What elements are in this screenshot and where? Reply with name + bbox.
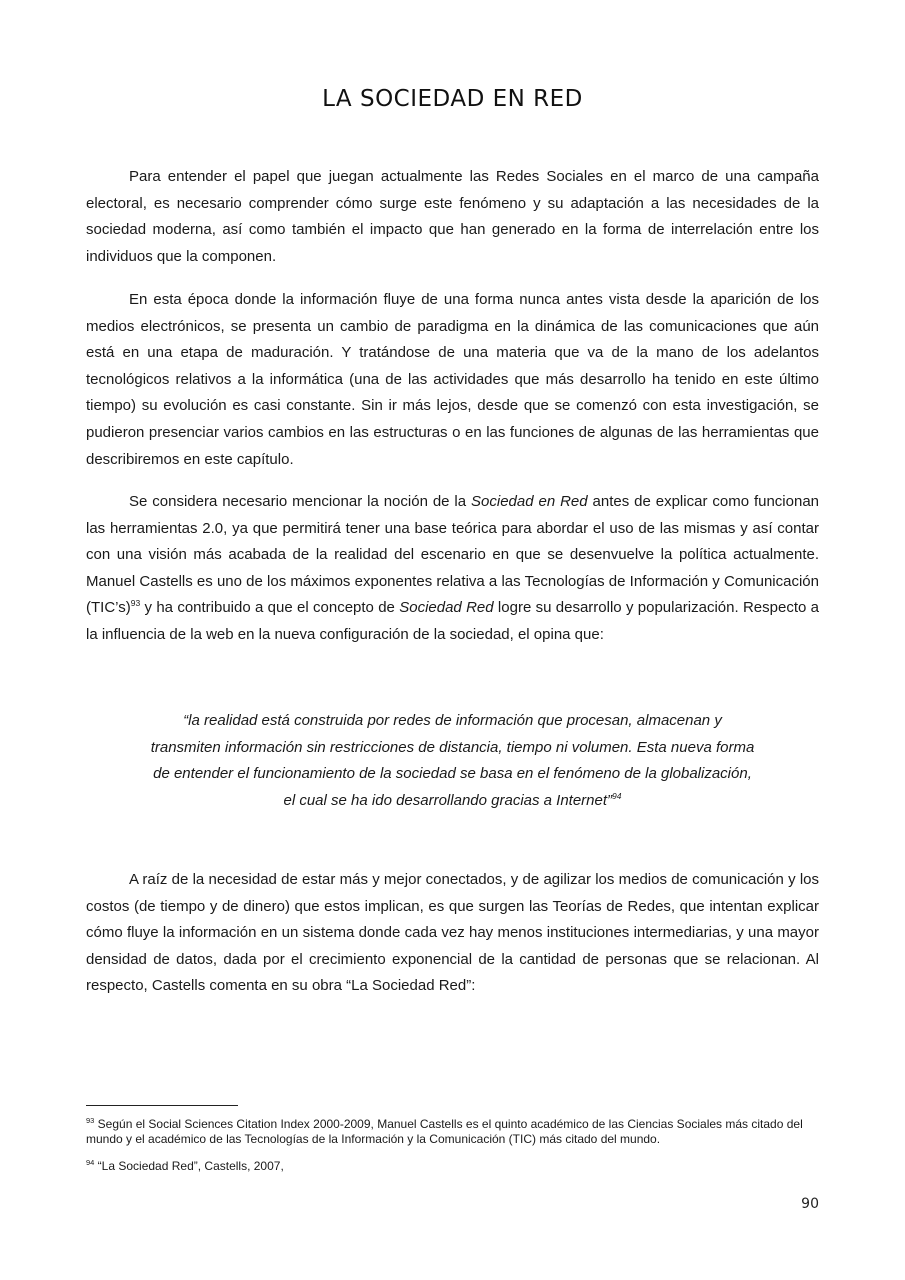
sociedad-red-term: Sociedad Red [399, 599, 494, 617]
footnote-94-text: “La Sociedad Red”, Castells, 2007, [94, 1159, 284, 1173]
footnote-93-text: Según el Social Sciences Citation Index 2000-2009, Manuel Castells es el quinto académico de las Ciencias Sociales más citado del mundo y el académico de las Tecnologías de la Información y la Comunicación (TIC) más citado del mundo. [86, 1117, 803, 1146]
paragraph-1-text: Para entender el papel que juegan actualmente las Redes Sociales en el marco de una campaña electoral, es necesario comprender cómo surge este fenómeno y su adaptación a las necesidades de la sociedad moderna, así como también el impacto que han generado en la forma de interrelación entre los individuos que la componen. [86, 168, 819, 265]
paragraph-2-text: En esta época donde la información fluye de una forma nunca antes vista desde la aparición de los medios electrónicos, se presenta un cambio de paradigma en la dinámica de las comunicaciones que aún está en una etapa de maduración. Y tratándose de una materia que va de la mano de los adelantos tecnológicos relativos a la informática (una de las actividades que más desarrollo ha tenido en este último tiempo) su evolución es casi constante. Sin ir más lejos, desde que se comenzó con esta investigación, se pudieron presenciar varios cambios en las estructuras o en las funciones de algunas de las herramientas que describiremos en este capítulo. [86, 291, 819, 468]
block-quote [150, 708, 755, 814]
paragraph-3-part1: Se considera necesario mencionar la noción de la [129, 493, 472, 510]
paragraph-3-part2: antes de explicar como funcionan las herramientas 2.0, ya que permitirá tener una base teórica para abordar el uso de las mismas y así contar con una visión más acabada de la realidad del escenario en que se desenvuelve la política actualmente. Manuel Castells es uno de los máximos exponentes relativa a las Tecnologías de Información y Comunicación (TIC’s) [86, 493, 820, 617]
paragraph-1 [86, 164, 819, 285]
paragraph-4 [86, 867, 819, 1015]
page-number: 90 [801, 1196, 819, 1212]
paragraph-3-part3: y ha contribuido a que el concepto de [140, 599, 400, 617]
footnote-93-number: 93 [86, 1116, 95, 1125]
paragraph-3 [86, 489, 819, 664]
paragraph-4-text: A raíz de la necesidad de estar más y mejor conectados, y de agilizar los medios de comunicación y los costos (de tiempo y de dinero) que estos implican, es que surgen las Teorías de Redes, que intentan explicar cómo fluye la información en un sistema donde cada vez hay menos instituciones intermediarias, y una mayor densidad de datos, dada por el crecimiento exponencial de la cantidad de personas que se relacionan. Al respecto, Castells comenta en su obra “La Sociedad Red”: [86, 871, 819, 995]
sociedad-en-red-term: Sociedad en Red [471, 493, 588, 510]
footnote-ref-94: 94 [612, 790, 622, 801]
paragraph-3-text [86, 489, 819, 649]
footnotes [86, 1117, 821, 1186]
paragraph-3-part4: logre su desarrollo y popularización. Respecto a la influencia de la web en la nueva configuración de la sociedad, el opina que: [86, 599, 819, 643]
quote-text: “la realidad está construida por redes de información que procesan, almacenan y transmiten información sin restricciones de distancia, tiempo ni volumen. Esta nueva forma de entender el funcionamiento de la sociedad se basa en el fenómeno de la globalización, el cual se ha ido desarrollando gracias a Internet” [150, 712, 755, 809]
paragraph-2 [86, 287, 819, 488]
footnote-ref-93: 93 [130, 598, 141, 609]
footnote-94 [86, 1159, 821, 1174]
footnote-separator [86, 1105, 238, 1106]
page-title: LA SOCIEDAD EN RED [322, 86, 583, 112]
footnote-94-number: 94 [86, 1158, 95, 1167]
footnote-93 [86, 1117, 821, 1147]
